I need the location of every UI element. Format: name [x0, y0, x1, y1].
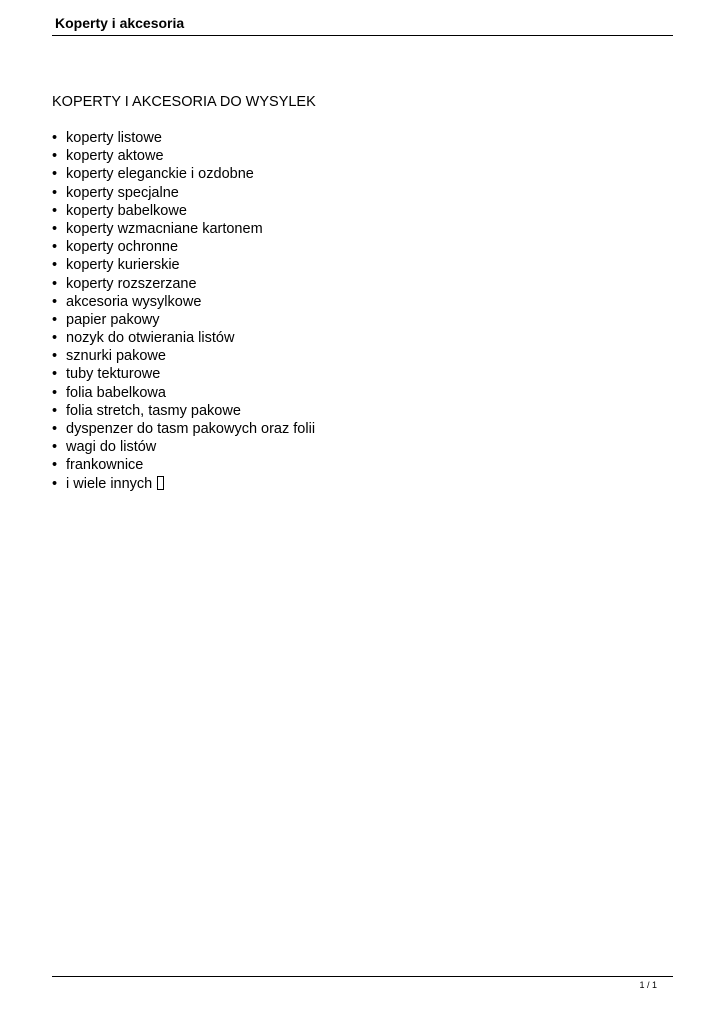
list-item	[52, 475, 315, 493]
document-header-title: Koperty i akcesoria	[55, 15, 185, 31]
bullet: •	[52, 311, 58, 328]
bullet: •	[52, 275, 58, 292]
list-item-label: koperty rozszerzane	[66, 275, 197, 292]
list-item	[52, 147, 315, 165]
bullet: •	[52, 293, 58, 310]
list-item-label: folia stretch, tasmy pakowe	[66, 402, 241, 419]
list-item-label: koperty ochronne	[66, 239, 179, 256]
bullet: •	[52, 257, 58, 274]
list-item	[52, 165, 315, 183]
bullet: •	[52, 366, 58, 383]
list-item	[52, 420, 315, 438]
list-item	[52, 256, 315, 274]
bullet: •	[52, 348, 58, 365]
list-item	[52, 456, 315, 474]
list-item-label: wagi do listów	[66, 439, 157, 456]
list-item-label: koperty eleganckie i ozdobne	[66, 166, 254, 183]
list-item-label: akcesoria wysylkowe	[66, 293, 202, 310]
bullet: •	[52, 202, 58, 219]
list-item	[52, 275, 315, 293]
list-item-label: papier pakowy	[66, 311, 160, 328]
list-item-label: nozyk do otwierania listów	[66, 330, 235, 347]
footer-divider	[52, 976, 673, 977]
list-item	[52, 384, 315, 402]
list-item	[52, 293, 315, 311]
list-item	[52, 347, 315, 365]
list-item-label: koperty listowe	[66, 130, 162, 146]
bullet: •	[52, 475, 58, 492]
list-item	[52, 402, 315, 420]
list-item-label: tuby tekturowe	[66, 366, 161, 383]
list-item-label: koperty aktowe	[66, 148, 164, 165]
list-item-label: frankownice	[66, 457, 144, 474]
bullet: •	[52, 402, 58, 419]
section-heading: KOPERTY I AKCESORIA DO WYSYLEK	[52, 94, 316, 110]
list-item	[52, 129, 315, 147]
list-item-label: i wiele innych	[66, 475, 153, 492]
list-item-label: sznurki pakowe	[66, 348, 166, 365]
bullet: •	[52, 130, 58, 146]
bullet: •	[52, 421, 58, 437]
list-item	[52, 220, 315, 238]
bullet: •	[52, 457, 58, 474]
page-number: 1 / 1	[639, 980, 657, 990]
product-list	[52, 129, 315, 493]
bullet: •	[52, 148, 58, 165]
list-item-label: koperty specjalne	[66, 184, 179, 201]
list-item	[52, 329, 315, 347]
list-item	[52, 184, 315, 202]
list-item	[52, 311, 315, 329]
list-item	[52, 438, 315, 456]
bullet: •	[52, 439, 58, 456]
list-item-label: koperty kurierskie	[66, 257, 180, 274]
bullet: •	[52, 220, 58, 237]
bullet: •	[52, 184, 58, 201]
bullet: •	[52, 330, 58, 347]
list-item	[52, 202, 315, 220]
list-item	[52, 365, 315, 383]
bullet: •	[52, 384, 58, 401]
header-divider	[52, 35, 673, 36]
list-item-label: koperty wzmacniane kartonem	[66, 220, 263, 237]
list-item-label: folia babelkowa	[66, 384, 166, 401]
list-item-label: koperty babelkowe	[66, 202, 187, 219]
list-item	[52, 238, 315, 256]
bullet: •	[52, 239, 58, 256]
bullet: •	[52, 166, 58, 183]
missing-glyph-box-icon	[157, 476, 164, 490]
list-item-label: dyspenzer do tasm pakowych oraz folii	[66, 421, 316, 437]
